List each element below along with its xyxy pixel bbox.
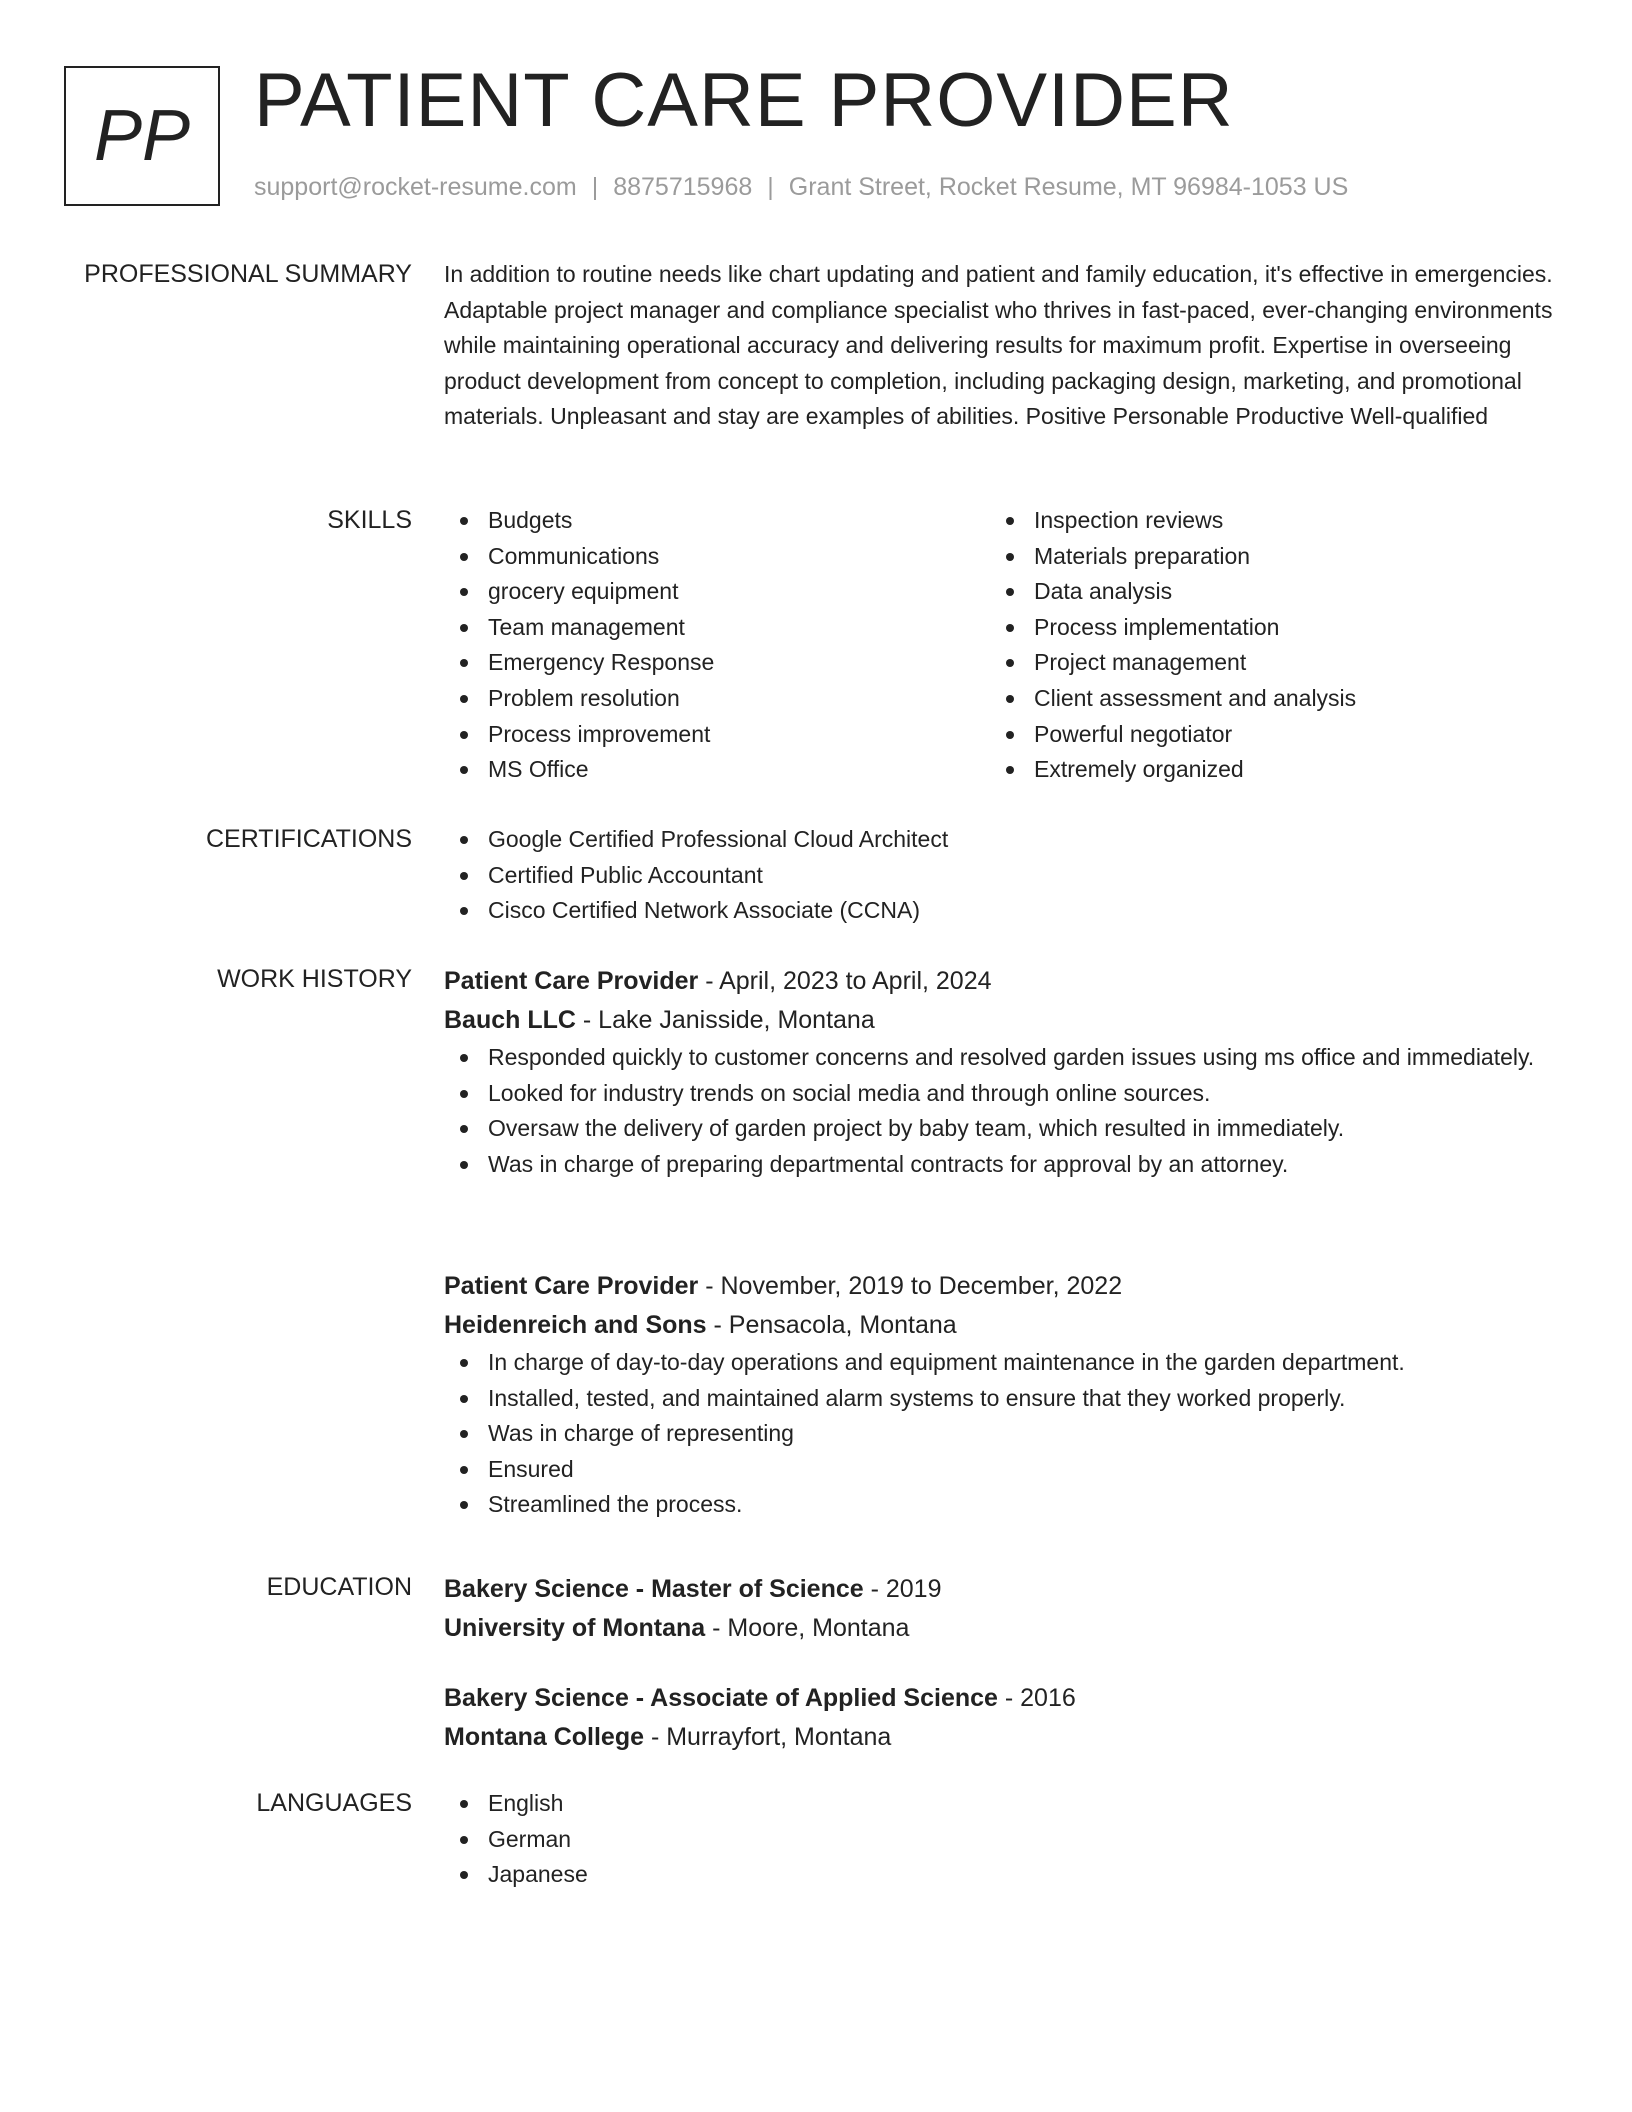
contact-separator: | — [767, 173, 774, 201]
skill-item: Data analysis — [990, 574, 1536, 610]
section-label: CERTIFICATIONS — [205, 825, 412, 853]
section-label: LANGUAGES — [256, 1789, 412, 1817]
skills-column-2 — [990, 503, 1536, 788]
education-location: - Murrayfort, Montana — [644, 1723, 892, 1751]
language-item: German — [444, 1822, 1560, 1858]
education-location: - Moore, Montana — [705, 1614, 910, 1642]
summary-text: In addition to routine needs like chart updating and patient and family education, it's effective in emergencies. Adaptable project manager and compliance specialist who thrives in fast-paced, ever-changing environments while maintaining operational accuracy and delivering results for maximum profit. Expertise in overseeing product development from concept to completion, including packaging design, marketing, and promotional materials. Unpleasant and stay are examples of abilities. Positive Personable Productive Well-qualified — [444, 261, 1553, 430]
skill-item: Budgets — [444, 503, 990, 539]
job-location: - Lake Janisside, Montana — [575, 1006, 875, 1034]
job-bullet: Installed, tested, and maintained alarm systems to ensure that they worked properly. — [444, 1381, 1560, 1417]
languages-list — [444, 1786, 1560, 1893]
education-degree-line — [444, 1570, 1560, 1609]
education-school: Montana College — [444, 1723, 645, 1751]
job-location: - Pensacola, Montana — [706, 1311, 957, 1339]
job-bullet: Was in charge of representing — [444, 1416, 1560, 1452]
skill-item: Process implementation — [990, 610, 1536, 646]
skill-item: Powerful negotiator — [990, 717, 1536, 753]
skill-item: Problem resolution — [444, 681, 990, 717]
job-title: Patient Care Provider — [444, 967, 699, 995]
contact-address: Grant Street, Rocket Resume, MT 96984-1053 US — [788, 173, 1349, 201]
language-item: Japanese — [444, 1857, 1560, 1893]
job-bullet: Was in charge of preparing departmental contracts for approval by an attorney. — [444, 1147, 1560, 1183]
skill-item: Emergency Response — [444, 645, 990, 681]
education-entry — [444, 1679, 1560, 1757]
skill-item: Client assessment and analysis — [990, 681, 1536, 717]
contact-line — [254, 173, 1348, 202]
section-label: EDUCATION — [266, 1573, 412, 1601]
language-item: English — [444, 1786, 1560, 1822]
education-school-line — [444, 1609, 1560, 1648]
skill-item: Communications — [444, 539, 990, 575]
job-bullet: Looked for industry trends on social media and through online sources. — [444, 1076, 1560, 1112]
skills-column-1 — [444, 503, 990, 788]
education-school-line — [444, 1718, 1560, 1757]
education-year: - 2016 — [997, 1684, 1076, 1712]
certification-item: Google Certified Professional Cloud Architect — [444, 822, 1560, 858]
contact-separator: | — [591, 173, 599, 201]
section-label: SKILLS — [327, 506, 412, 534]
contact-email[interactable]: support@rocket-resume.com — [254, 173, 577, 201]
job-company-line — [444, 1001, 1560, 1040]
job-bullet: Ensured — [444, 1452, 1560, 1488]
skill-item: grocery equipment — [444, 574, 990, 610]
job-bullet: Oversaw the delivery of garden project by baby team, which resulted in immediately. — [444, 1111, 1560, 1147]
education-degree: Bakery Science - Associate of Applied Science — [444, 1684, 998, 1712]
job-bullets — [444, 1345, 1560, 1523]
education-school: University of Montana — [444, 1614, 706, 1642]
job-company: Heidenreich and Sons — [444, 1311, 707, 1339]
job-title-line — [444, 1267, 1560, 1306]
skill-item: Materials preparation — [990, 539, 1536, 575]
job-dates: - April, 2023 to April, 2024 — [698, 967, 992, 995]
education-degree-line — [444, 1679, 1560, 1718]
job-title-line — [444, 962, 1560, 1001]
skill-item: Process improvement — [444, 717, 990, 753]
skill-item: Team management — [444, 610, 990, 646]
job-entry — [444, 1267, 1560, 1523]
education-degree: Bakery Science - Master of Science — [444, 1575, 864, 1603]
section-label: WORK HISTORY — [217, 965, 412, 993]
job-bullet: Responded quickly to customer concerns and resolved garden issues using ms office and immediately. — [444, 1040, 1560, 1076]
skill-item: Inspection reviews — [990, 503, 1536, 539]
resume-title: PATIENT CARE PROVIDER — [254, 58, 1234, 143]
job-company: Bauch LLC — [444, 1006, 576, 1034]
skill-item: MS Office — [444, 752, 990, 788]
job-bullet: In charge of day-to-day operations and equipment maintenance in the garden department. — [444, 1345, 1560, 1381]
certification-item: Certified Public Accountant — [444, 858, 1560, 894]
section-label: PROFESSIONAL SUMMARY — [84, 260, 412, 288]
skill-item: Extremely organized — [990, 752, 1536, 788]
contact-phone[interactable]: 8875715968 — [613, 173, 753, 201]
certification-item: Cisco Certified Network Associate (CCNA) — [444, 893, 1560, 929]
job-title: Patient Care Provider — [444, 1272, 699, 1300]
certifications-list — [444, 822, 1560, 929]
monogram-logo: PP — [64, 66, 220, 206]
job-dates: - November, 2019 to December, 2022 — [698, 1272, 1123, 1300]
job-entry — [444, 962, 1560, 1182]
skill-item: Project management — [990, 645, 1536, 681]
education-entry — [444, 1570, 1560, 1648]
education-year: - 2019 — [863, 1575, 942, 1603]
job-bullets — [444, 1040, 1560, 1182]
job-company-line — [444, 1306, 1560, 1345]
job-bullet: Streamlined the process. — [444, 1487, 1560, 1523]
